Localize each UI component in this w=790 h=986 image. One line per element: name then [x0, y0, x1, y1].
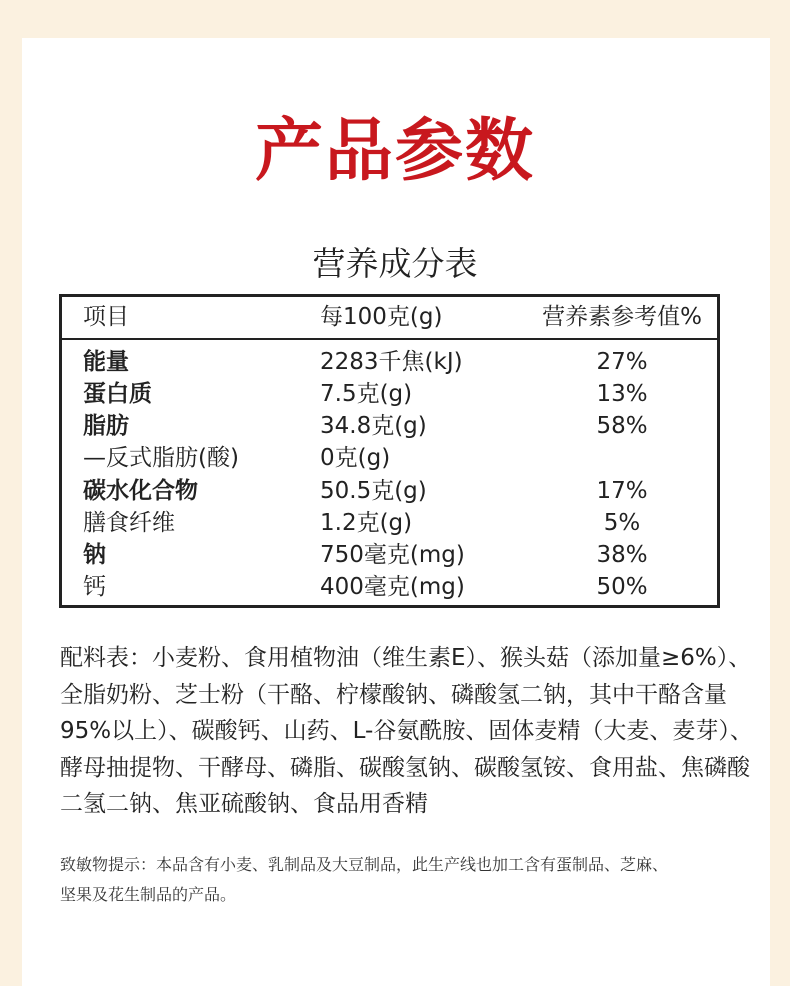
nutrient-amount: 50.5克(g) [320, 478, 427, 504]
nutrient-name: 膳食纤维 [83, 510, 175, 536]
table-row [62, 410, 717, 442]
table-row [62, 442, 717, 474]
ingredients-line: 全脂奶粉、芝士粉（干酪、柠檬酸钠、磷酸氢二钠，其中干酪含量 [60, 681, 727, 708]
nutrient-amount: 400毫克(mg) [320, 574, 465, 600]
header-nrv: 营养素参考值% [542, 304, 702, 330]
nutrient-name: 钠 [83, 542, 106, 568]
ingredients-list [60, 640, 753, 823]
table-row [62, 378, 717, 410]
nutrient-name: 蛋白质 [83, 381, 152, 407]
table-row [62, 539, 717, 571]
ingredients-line: 配料表：小麦粉、食用植物油（维生素E）、猴头菇（添加量≥6%）、 [60, 645, 752, 671]
nutrient-name: —反式脂肪(酸) [83, 445, 239, 471]
nutrient-name: 碳水化合物 [83, 478, 198, 504]
ingredients-line: 95%以上）、碳酸钙、山药、L-谷氨酰胺、固体麦精（大麦、麦芽）、 [60, 718, 753, 744]
nutrient-amount: 0克(g) [320, 445, 391, 471]
nutrient-name: 脂肪 [83, 413, 129, 439]
nutrient-name: 能量 [83, 349, 129, 375]
page-title: 产品参数 [254, 112, 535, 191]
nutrient-nrv: 50% [596, 574, 648, 600]
table-row [62, 507, 717, 539]
nutrient-amount: 7.5克(g) [320, 381, 413, 407]
nutrient-nrv: 27% [596, 349, 648, 375]
nutrient-amount: 34.8克(g) [320, 413, 427, 439]
nutrient-nrv: 17% [596, 478, 648, 504]
nutrient-amount: 2283千焦(kJ) [320, 349, 463, 375]
nutrient-nrv: 38% [596, 542, 648, 568]
ingredients-line: 二氢二钠、焦亚硫酸钠、食品用香精 [60, 791, 428, 817]
table-row [62, 571, 717, 603]
nutrition-table-header [62, 297, 717, 340]
nutrient-nrv: 58% [596, 413, 648, 439]
nutrition-table-title: 营养成分表 [312, 244, 478, 283]
header-item: 项目 [83, 304, 129, 330]
nutrient-amount: 1.2克(g) [320, 510, 413, 536]
nutrient-amount: 750毫克(mg) [320, 542, 465, 568]
allergen-line: 坚果及花生制品的产品。 [60, 885, 237, 904]
allergen-line: 致敏物提示：本品含有小麦、乳制品及大豆制品，此生产线也加工含有蛋制品、芝麻、 [60, 855, 669, 874]
nutrient-nrv: 13% [596, 381, 648, 407]
allergen-notice [60, 850, 730, 910]
ingredients-line: 酵母抽提物、干酵母、磷脂、碳酸氢钠、碳酸氢铵、食用盐、焦磷酸 [60, 754, 750, 781]
header-per-100g: 每100克(g) [320, 304, 443, 330]
nutrition-table [59, 294, 720, 608]
nutrient-name: 钙 [83, 574, 106, 600]
nutrient-nrv: 5% [603, 510, 641, 536]
table-row [62, 346, 717, 378]
table-row [62, 475, 717, 507]
